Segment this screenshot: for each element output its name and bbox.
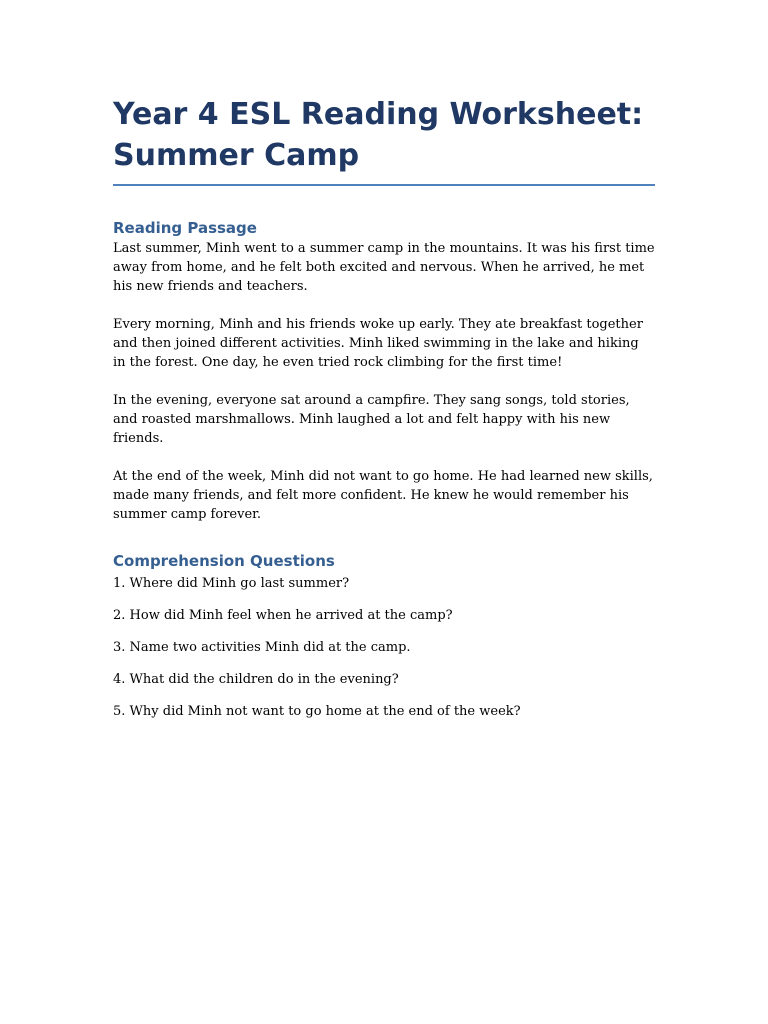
reading-passage — [113, 239, 655, 524]
question-4: 4. What did the children do in the evening? — [113, 672, 399, 687]
question-2: 2. How did Minh feel when he arrived at the camp? — [113, 608, 453, 623]
passage-paragraph-2: Every morning, Minh and his friends woke up early. They ate breakfast together and then joined different activities. Minh liked swimming in the lake and hiking in the forest. One day, he even tried rock climbing for the first time! — [113, 317, 643, 370]
worksheet-page — [113, 94, 655, 721]
title-divider — [113, 184, 655, 186]
question-3: 3. Name two activities Minh did at the camp. — [113, 640, 411, 655]
passage-paragraph-4: At the end of the week, Minh did not want to go home. He had learned new skills, made many friends, and felt more confident. He knew he would remember his summer camp forever. — [113, 469, 653, 522]
passage-paragraph-1: Last summer, Minh went to a summer camp in the mountains. It was his first time away from home, and he felt both excited and nervous. When he arrived, he met his new friends and teachers. — [113, 241, 655, 294]
question-list — [113, 574, 655, 721]
page-title: Year 4 ESL Reading Worksheet: Summer Camp — [113, 97, 644, 173]
question-5: 5. Why did Minh not want to go home at the end of the week? — [113, 704, 521, 719]
reading-passage-heading: Reading Passage — [113, 219, 257, 237]
question-1: 1. Where did Minh go last summer? — [113, 576, 350, 591]
comprehension-questions-heading: Comprehension Questions — [113, 552, 335, 570]
passage-paragraph-3: In the evening, everyone sat around a campfire. They sang songs, told stories, and roasted marshmallows. Minh laughed a lot and felt happy with his new friends. — [113, 393, 630, 446]
